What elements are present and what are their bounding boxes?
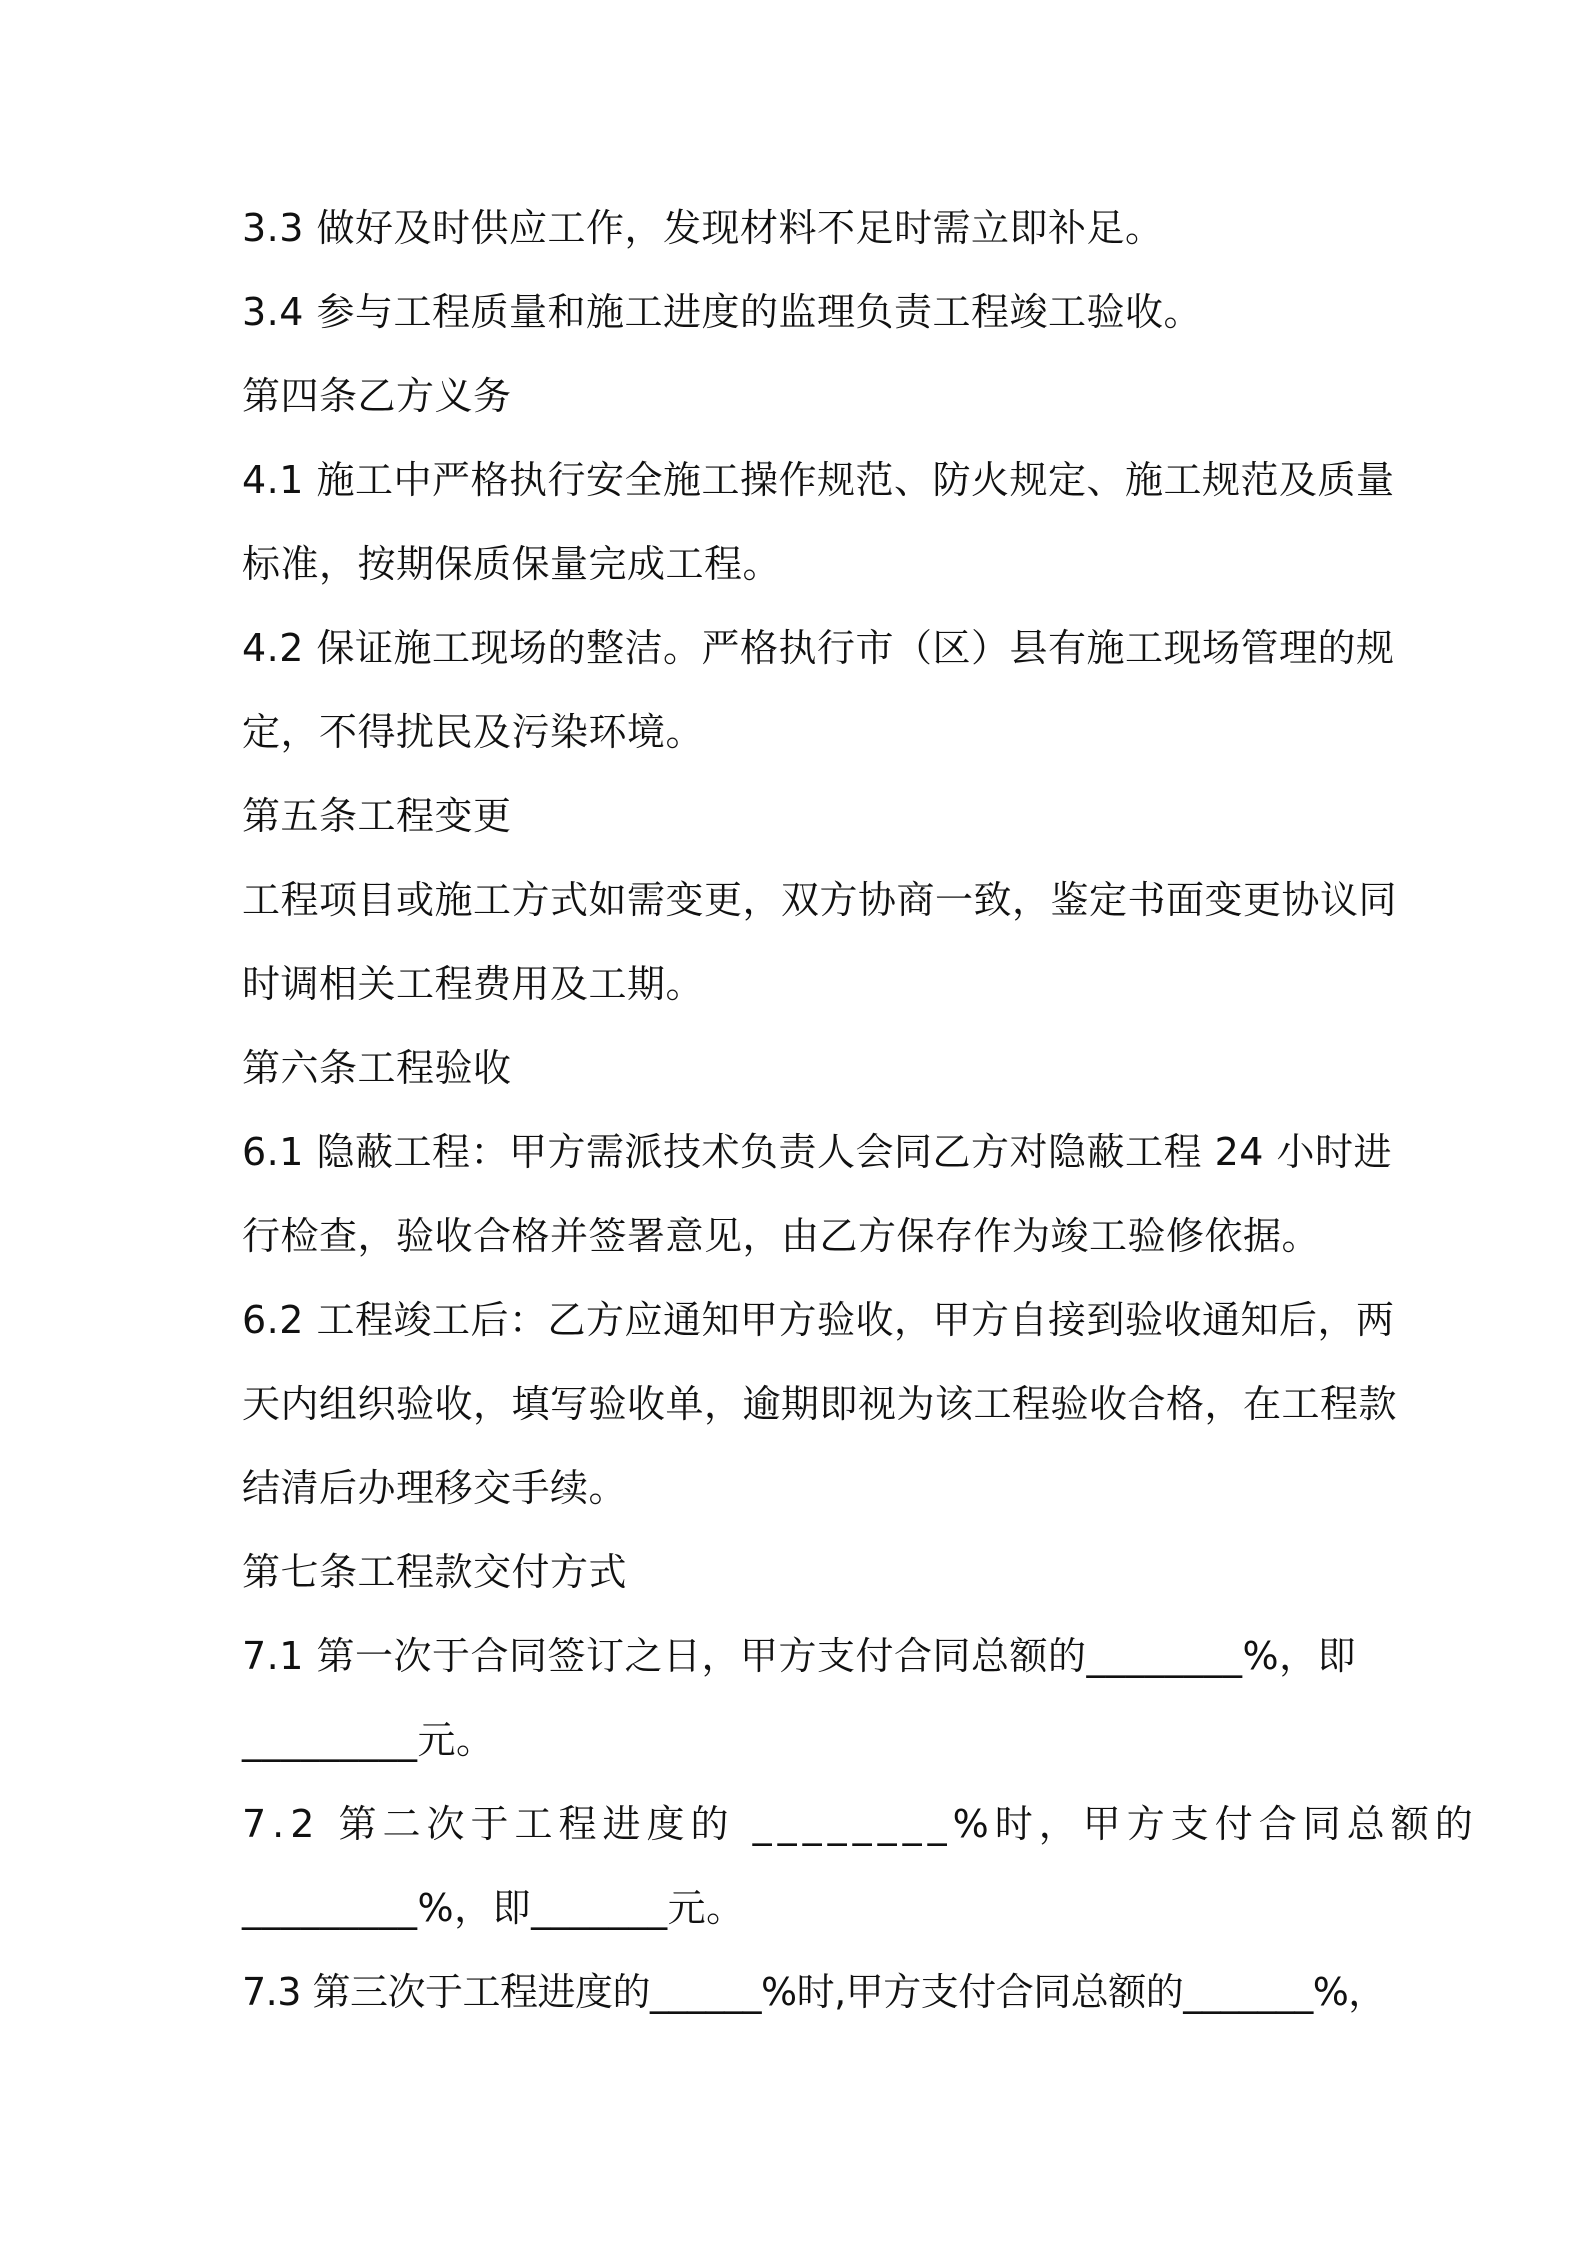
article-5-heading: 第五条工程变更	[242, 794, 512, 838]
clause-7-1-line-2: _________元。	[242, 1718, 495, 1762]
clause-4-2-line-1: 4.2 保证施工现场的整洁。严格执行市（区）县有施工现场管理的规	[242, 626, 1395, 670]
clause-7-1-line-1: 7.1 第一次于合同签订之日，甲方支付合同总额的________%，即	[242, 1634, 1357, 1678]
clause-7-2-line-2: _________%，即_______元。	[242, 1886, 745, 1930]
article-7-heading: 第七条工程款交付方式	[242, 1550, 628, 1594]
article-5-text-line-1: 工程项目或施工方式如需变更，双方协商一致，鉴定书面变更协议同	[242, 878, 1398, 922]
clause-6-2-line-3: 结清后办理移交手续。	[242, 1466, 628, 1510]
clause-6-1-line-2: 行检查，验收合格并签署意见，由乙方保存作为竣工验修依据。	[242, 1214, 1321, 1258]
article-6-heading: 第六条工程验收	[242, 1046, 512, 1090]
clause-7-2-line-1: 7.2 第二次于工程进度的 ________%时，甲方支付合同总额的	[242, 1802, 1479, 1846]
clause-4-2-line-2: 定，不得扰民及污染环境。	[242, 710, 705, 754]
clause-7-3-line-1: 7.3 第三次于工程进度的______%时,甲方支付合同总额的_______%，	[242, 1970, 1386, 2014]
clause-4-1-line-2: 标准，按期保质保量完成工程。	[242, 542, 782, 586]
clause-4-1-line-1: 4.1 施工中严格执行安全施工操作规范、防火规定、施工规范及质量	[242, 458, 1395, 502]
clause-3-3: 3.3 做好及时供应工作，发现材料不足时需立即补足。	[242, 206, 1164, 250]
article-4-heading: 第四条乙方义务	[242, 374, 512, 418]
article-5-text-line-2: 时调相关工程费用及工期。	[242, 962, 705, 1006]
clause-3-4: 3.4 参与工程质量和施工进度的监理负责工程竣工验收。	[242, 290, 1203, 334]
clause-6-2-line-2: 天内组织验收，填写验收单，逾期即视为该工程验收合格，在工程款	[242, 1382, 1398, 1426]
clause-6-2-line-1: 6.2 工程竣工后：乙方应通知甲方验收，甲方自接到验收通知后，两	[242, 1298, 1395, 1342]
clause-6-1-line-1: 6.1 隐蔽工程：甲方需派技术负责人会同乙方对隐蔽工程 24 小时进	[242, 1130, 1393, 1174]
